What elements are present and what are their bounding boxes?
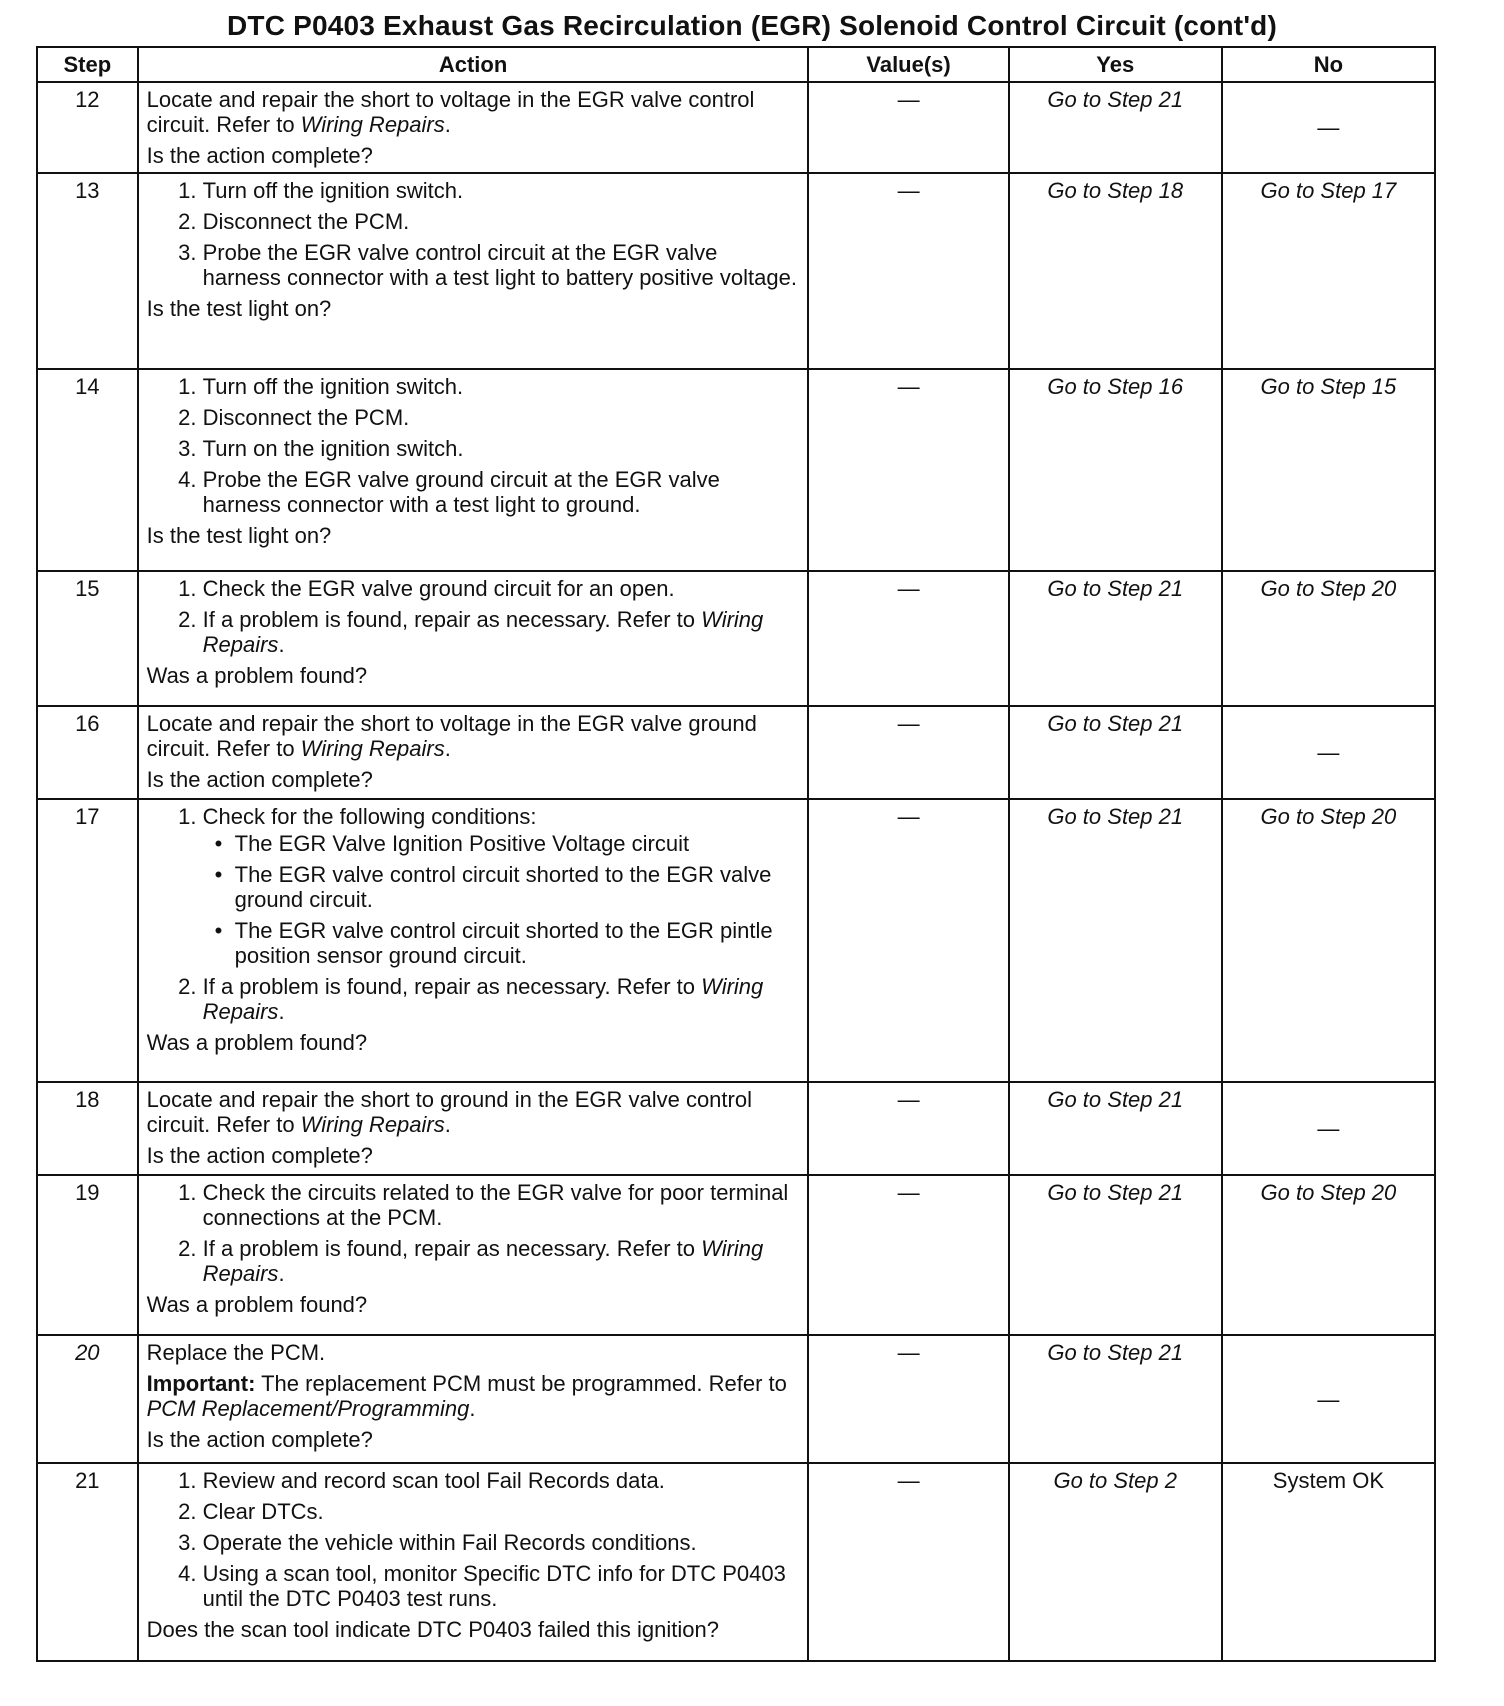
step-number: 15 [37,571,138,706]
action-question: Is the action complete? [146,767,373,792]
no-cell: — [1222,82,1435,173]
action-question: Is the action complete? [146,1427,373,1452]
yes-cell: Go to Step 21 [1009,82,1222,173]
value-cell: — [808,369,1008,571]
no-cell: — [1222,1082,1435,1175]
important-text: The replacement PCM must be programmed. Refer to [255,1371,787,1396]
table-row [37,369,1435,571]
no-cell: Go to Step 17 [1222,173,1435,369]
action-question: Is the test light on? [146,296,332,321]
action-text-part: . [444,112,451,137]
reference-link: Wiring Repairs [300,1112,445,1137]
reference-link: Wiring Repairs [300,112,445,137]
action-question: Is the action complete? [146,143,373,168]
bullet-item: • The EGR valve control circuit shorted to the EGR pintle position sensor ground circuit. [235,918,800,968]
table-row [37,1335,1435,1463]
header-action: Action [138,47,809,82]
action-question: Was a problem found? [146,1030,368,1055]
action-text [147,87,800,137]
list-item: 3. Operate the vehicle within Fail Records conditions. [203,1530,800,1555]
no-cell: — [1222,706,1435,799]
table-row [37,1463,1435,1661]
action-cell [138,1175,809,1335]
table-row [37,571,1435,706]
action-question: Is the action complete? [146,1143,373,1168]
list-item: 1. Turn off the ignition switch. [203,178,800,203]
yes-cell: Go to Step 16 [1009,369,1222,571]
condition-list [203,831,800,968]
list-item-text: . [278,999,285,1024]
bullet-item: • The EGR valve control circuit shorted to the EGR valve ground circuit. [235,862,800,912]
list-item-text: . [278,632,285,657]
no-cell: System OK [1222,1463,1435,1661]
action-cell [138,1082,809,1175]
step-number: 12 [37,82,138,173]
reference-link: Wiring Repairs [300,736,445,761]
action-cell [138,173,809,369]
important-label: Important: [146,1371,256,1396]
page-title: DTC P0403 Exhaust Gas Recirculation (EGR) Solenoid Control Circuit (cont'd) [226,10,1277,41]
value-cell: — [808,1463,1008,1661]
list-item-text: Check for the following conditions: [202,804,537,829]
action-cell [138,799,809,1082]
list-item: 4. Using a scan tool, monitor Specific DTC info for DTC P0403 until the DTC P0403 test runs. [203,1561,800,1611]
no-cell: Go to Step 15 [1222,369,1435,571]
step-number: 21 [37,1463,138,1661]
action-text-part: Locate and repair the short to ground in the EGR valve control circuit. Refer to [146,1087,752,1137]
list-item: 3. Turn on the ignition switch. [203,436,800,461]
diagnostic-table [36,46,1436,1662]
action-steps [147,804,800,1024]
no-cell: — [1222,1335,1435,1463]
action-cell [138,82,809,173]
action-text [147,711,800,761]
header-no: No [1222,47,1435,82]
reference-link: Wiring Repairs [202,1236,764,1286]
value-cell: — [808,82,1008,173]
action-text-part: Locate and repair the short to voltage in the EGR valve ground circuit. Refer to [146,711,757,761]
table-row [37,1082,1435,1175]
list-item: 1. Check the circuits related to the EGR valve for poor terminal connections at the PCM. [203,1180,800,1230]
list-item: 1. Review and record scan tool Fail Records data. [203,1468,800,1493]
bullet-item: • The EGR Valve Ignition Positive Voltage circuit [235,831,800,856]
yes-cell: Go to Step 2 [1009,1463,1222,1661]
action-cell [138,571,809,706]
yes-cell: Go to Step 21 [1009,799,1222,1082]
list-item-text: . [278,1261,285,1286]
yes-cell: Go to Step 21 [1009,571,1222,706]
action-text-part: . [444,1112,451,1137]
step-number: 16 [37,706,138,799]
list-item [203,607,800,657]
value-cell: — [808,706,1008,799]
header-yes: Yes [1009,47,1222,82]
yes-cell: Go to Step 21 [1009,1082,1222,1175]
reference-link: Wiring Repairs [202,607,764,657]
step-number: 20 [37,1335,138,1463]
important-text: . [469,1396,476,1421]
action-cell [138,1463,809,1661]
no-cell: Go to Step 20 [1222,571,1435,706]
action-question: Is the test light on? [146,523,332,548]
action-text: Replace the PCM. [146,1340,326,1365]
no-cell: Go to Step 20 [1222,1175,1435,1335]
value-cell: — [808,1175,1008,1335]
list-item [203,804,800,968]
table-row [37,706,1435,799]
table-row [37,173,1435,369]
yes-cell: Go to Step 21 [1009,706,1222,799]
table-row [37,1175,1435,1335]
value-cell: — [808,571,1008,706]
value-cell: — [808,799,1008,1082]
yes-cell: Go to Step 21 [1009,1175,1222,1335]
step-number: 17 [37,799,138,1082]
list-item [203,1236,800,1286]
action-steps [147,1180,800,1286]
action-text-part: . [444,736,451,761]
action-cell [138,1335,809,1463]
action-steps [147,374,800,517]
action-text [147,1087,800,1137]
list-item-text: If a problem is found, repair as necessary. Refer to [202,607,702,632]
list-item: 4. Probe the EGR valve ground circuit at the EGR valve harness connector with a test light to ground. [203,467,800,517]
action-text-part: Locate and repair the short to voltage in the EGR valve control circuit. Refer to [146,87,755,137]
step-number: 19 [37,1175,138,1335]
no-cell: Go to Step 20 [1222,799,1435,1082]
action-question: Does the scan tool indicate DTC P0403 failed this ignition? [146,1617,719,1642]
yes-cell: Go to Step 21 [1009,1335,1222,1463]
list-item: 2. Disconnect the PCM. [203,209,800,234]
list-item: 1. Turn off the ignition switch. [203,374,800,399]
action-steps [147,178,800,290]
list-item: 2. Disconnect the PCM. [203,405,800,430]
yes-cell: Go to Step 18 [1009,173,1222,369]
header-row [37,47,1435,82]
list-item: 2. Clear DTCs. [203,1499,800,1524]
header-values: Value(s) [808,47,1008,82]
action-steps [147,576,800,657]
action-question: Was a problem found? [146,663,368,688]
list-item: 1. Check the EGR valve ground circuit for an open. [203,576,800,601]
reference-link: Wiring Repairs [202,974,764,1024]
action-steps [147,1468,800,1611]
table-row [37,82,1435,173]
important-note [147,1371,800,1421]
list-item-text: If a problem is found, repair as necessary. Refer to [202,974,702,999]
header-step: Step [37,47,138,82]
value-cell: — [808,173,1008,369]
action-cell [138,369,809,571]
value-cell: — [808,1082,1008,1175]
action-cell [138,706,809,799]
reference-link: PCM Replacement/Programming [146,1396,470,1421]
action-question: Was a problem found? [146,1292,368,1317]
list-item: 3. Probe the EGR valve control circuit at the EGR valve harness connector with a test light to battery positive voltage. [203,240,800,290]
step-number: 13 [37,173,138,369]
list-item-text: If a problem is found, repair as necessary. Refer to [202,1236,702,1261]
list-item [203,974,800,1024]
value-cell: — [808,1335,1008,1463]
step-number: 14 [37,369,138,571]
table-row [37,799,1435,1082]
step-number: 18 [37,1082,138,1175]
